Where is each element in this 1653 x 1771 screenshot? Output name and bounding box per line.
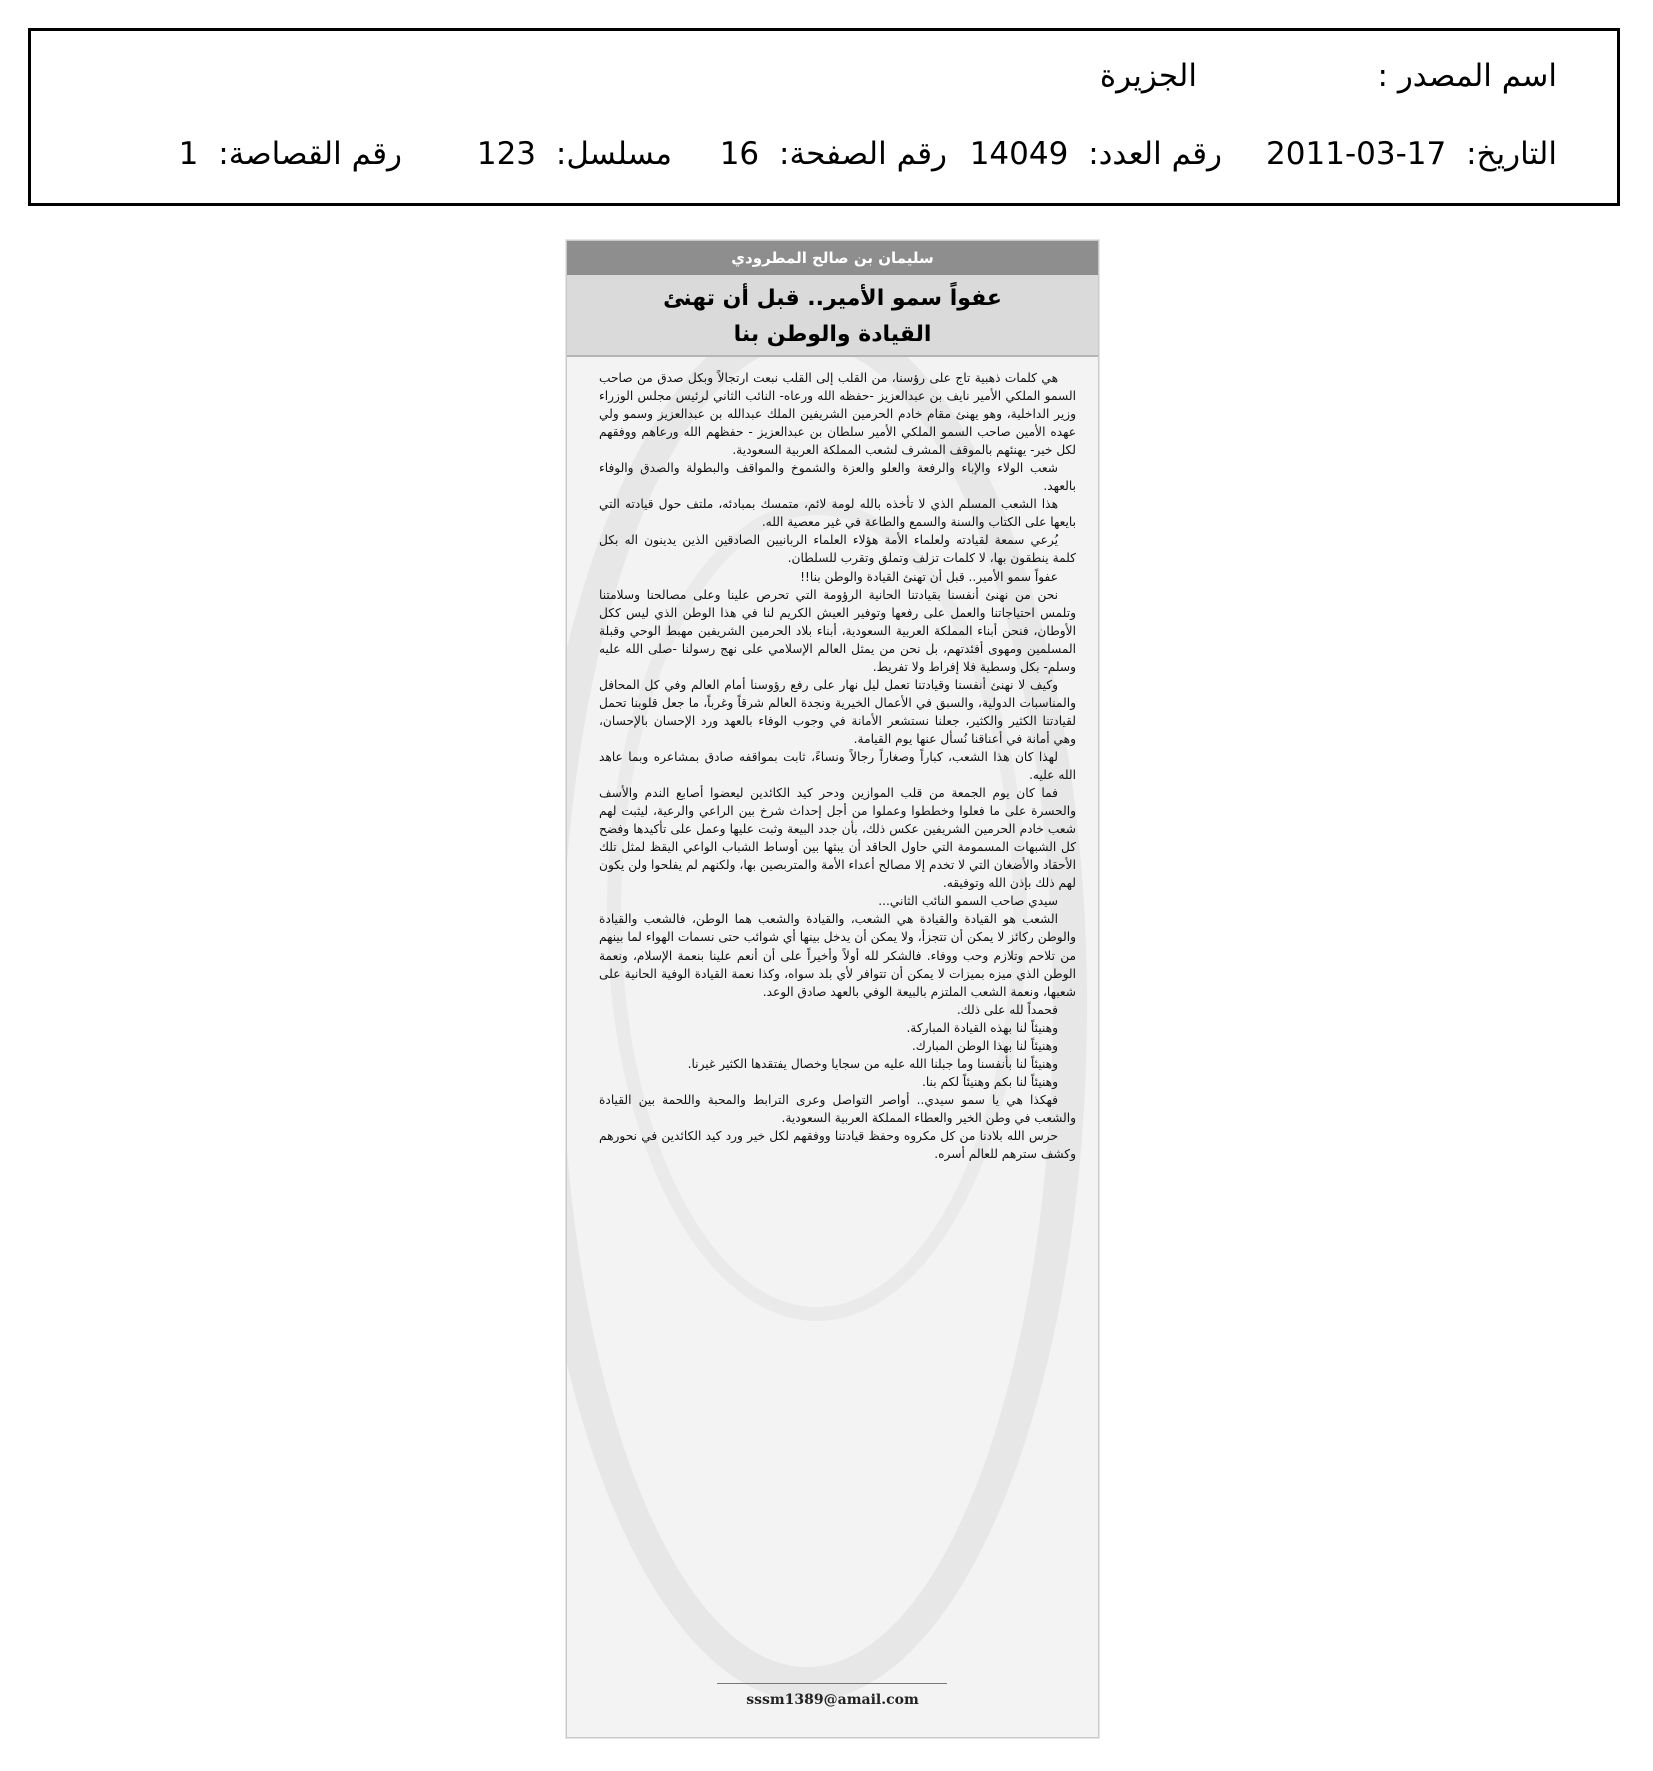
issue-value: 14049	[969, 136, 1069, 172]
source-value: الجزيرة	[1099, 58, 1197, 94]
article-paragraph: نحن من نهنئ أنفسنا بقيادتنا الحانية الرؤومة التي تحرص علينا وعلى مصالحنا وسلامتنا وتلمس احتياجاتنا والعمل على رفعها وتوفير العيش الكريم لنا في هذا الوطن الذي ليس ككل الأوطان، فنحن أبناء المملكة العربية السعودية، أبناء بلاد الحرمين الشريفين مهبط الوحي وقبلة المسلمين ومهوى أفئدتهم، بل نحن من يمثل العالم الإسلامي على نهج رسولنا -صلى الله عليه وسلم- بكل وسطية فلا إفراط ولا تفريط.	[599, 587, 1076, 674]
article-paragraph: شعب الولاء والإباء والرفعة والعلو والعزة والشموخ والمواقف والبطولة والصدق والوفاء بالعهد.	[599, 461, 1076, 494]
article-paragraph: وهنيئاً لنا بكم وهنيئاً لكم بنا.	[921, 1074, 1058, 1089]
metadata-row-details	[91, 129, 1557, 179]
article-paragraph: لهذا كان هذا الشعب، كباراً وصغاراً رجالاً ونساءً، ثابت بمواقفه صادق بمشاعره وبما عاهد الله عليه.	[599, 749, 1076, 783]
newspaper-clipping	[566, 240, 1099, 1738]
author-email: sssm1389@amail.com	[746, 1692, 919, 1708]
article-paragraph: حرس الله بلادنا من كل مكروه وحفظ قيادتنا ووفقهم لكل خير ورد كيد الكائدين في نحورهم وكشف سترهم للعالم أسره.	[599, 1128, 1076, 1162]
headline-line-2: القيادة والوطن بنا	[733, 322, 932, 347]
article-paragraph: فحمداً لله على ذلك.	[956, 1002, 1058, 1017]
headline	[567, 275, 1098, 357]
page-value: 16	[719, 136, 760, 172]
metadata-row-source	[91, 51, 1557, 101]
serial-field	[477, 129, 672, 179]
article-paragraph: يُرعي سمعة لقيادته ولعلماء الأمة هؤلاء العلماء الربانيين الصادقين الذين يدينون اله بكل كلمة ينطقون بها، لا كلمات تزلف وتملق وتقرب للسلطان.	[599, 533, 1076, 566]
date-field	[1266, 129, 1557, 179]
date-label: التاريخ:	[1466, 136, 1557, 172]
article-paragraph: هي كلمات ذهبية تاج على رؤسنا، من القلب إلى القلب نبعت ارتجالاً وبكل صدق من صاحب السمو الملكي الأمير نايف بن عبدالعزيز -حفظه الله ورعاه- النائب الثاني لرئيس مجلس الوزراء وزير الداخلية، وهو يهنئ مقام خادم الحرمين الشريفين الملك عبدالله بن عبدالعزيز وسمو ولي عهده الأمين صاحب السمو الملكي الأمير سلطان بن عبدالعزيز - حفظهم الله ورعاهم ووفقهم لكل خير- يهنئهم بالموقف المشرف لشعب المملكة العربية السعودية.	[599, 371, 1076, 458]
metadata-box	[28, 28, 1620, 206]
page-field	[720, 129, 947, 179]
serial-value: 123	[476, 136, 537, 172]
author-name: سليمان بن صالح المطرودي	[567, 241, 1098, 275]
article-paragraph: وهنيئاً لنا بهذا الوطن المبارك.	[911, 1038, 1058, 1053]
article-paragraph: وكيف لا نهنئ أنفسنا وقيادتنا تعمل ليل نهار على رفع رؤوسنا أمام العالم وفي كل المحافل والمناسبات الدولية، والسبق في الأعمال الخيرية ونجدة العالم شرقاً وغرباً، ما جعل قلوبنا تحمل لقيادتنا الكثير والكثير، جعلنا نستشعر الأمانة في وجوب الوفاء بالعهد ورد الإحسان بالإحسان، وهي أمانة في أعناقنا نُسأل عنها يوم القيامة.	[599, 677, 1076, 746]
article-paragraph: وهنيئاً لنا بهذه القيادة المباركة.	[906, 1020, 1058, 1035]
clip-field	[179, 129, 402, 179]
divider-rule	[717, 1683, 947, 1684]
serial-label: مسلسل:	[555, 136, 672, 172]
article-paragraph: هذا الشعب المسلم الذي لا تأخذه بالله لومة لائم، متمسك بمبادئه، ملتف حول قيادته التي بايعها على الكتاب والسنة والسمع والطاعة في غير معصية الله.	[599, 497, 1076, 530]
article-paragraph: الشعب هو القيادة والقيادة هي الشعب، والقيادة والشعب هما الوطن، فالشعب والقيادة والوطن ركائز لا يمكن أن تتجزأ، ولا يمكن أن يدخل بينها أي شوائب حتى نسمات الهواء لما بينهم من تلاحم وتلازم وحب ووفاء. فالشكر لله أولاً وأخيراً على أن أنعم علينا بنعمة الإسلام، ونعمة الوطن الذي ميزه بميزات لا يمكن أن تتوافر لأي بلد سواه، وكذا نعمة القيادة الوفية الحانية على شعبها، ونعمة الشعب الملتزم بالبيعة الوفي بالعهد صادق الوعد.	[599, 912, 1076, 999]
source-label: اسم المصدر :	[1377, 58, 1557, 94]
article-paragraph: فما كان يوم الجمعة من قلب الموازين ودحر كيد الكائدين ليعضوا أصابع الندم والأسف والحسرة على ما فعلوا وخططوا وعملوا من أجل إحداث شرخ بين الراعي والرعية، ليثبت لهم شعب خادم الحرمين الشريفين عكس ذلك، بأن جدد البيعة وثبت عليها وعمل على تأكيدها وفضح كل الشبهات المسمومة التي حاول الحاقد أن يبثها بين أوساط الشباب الواعي اليقظ لمثل تلك الأحقاد والأضغان التي لا تخدم إلا مصالح أعداء الأمة والمتربصين بها، ولكنهم لم يفلحوا ولن يكون لهم ذلك بإذن الله وتوفيقه.	[599, 786, 1076, 891]
article-paragraph: سيدي صاحب السمو النائب الثاني...	[878, 894, 1058, 909]
article-paragraph: وهنيئاً لنا بأنفسنا وما جبلنا الله عليه من سجايا وخصال يفتقدها الكثير غيرنا.	[687, 1056, 1058, 1071]
clip-value: 1	[178, 136, 199, 172]
issue-field	[970, 129, 1222, 179]
headline-line-1: عفواً سمو الأمير.. قبل أن تهنئ	[663, 286, 1002, 311]
issue-label: رقم العدد:	[1088, 136, 1222, 172]
article-paragraph: عفواً سمو الأمير.. قبل أن تهنئ القيادة والوطن بنا!!	[800, 569, 1058, 584]
article-body	[599, 369, 1076, 1163]
page-label: رقم الصفحة:	[779, 136, 947, 172]
article-paragraph: فهكذا هي يا سمو سيدي.. أواصر التواصل وعرى الترابط والمحبة واللحمة بين القيادة والشعب في وطن الخير والعطاء المملكة العربية السعودية.	[599, 1092, 1076, 1125]
date-value: 2011-03-17	[1266, 136, 1447, 172]
clip-label: رقم القصاصة:	[218, 136, 402, 172]
